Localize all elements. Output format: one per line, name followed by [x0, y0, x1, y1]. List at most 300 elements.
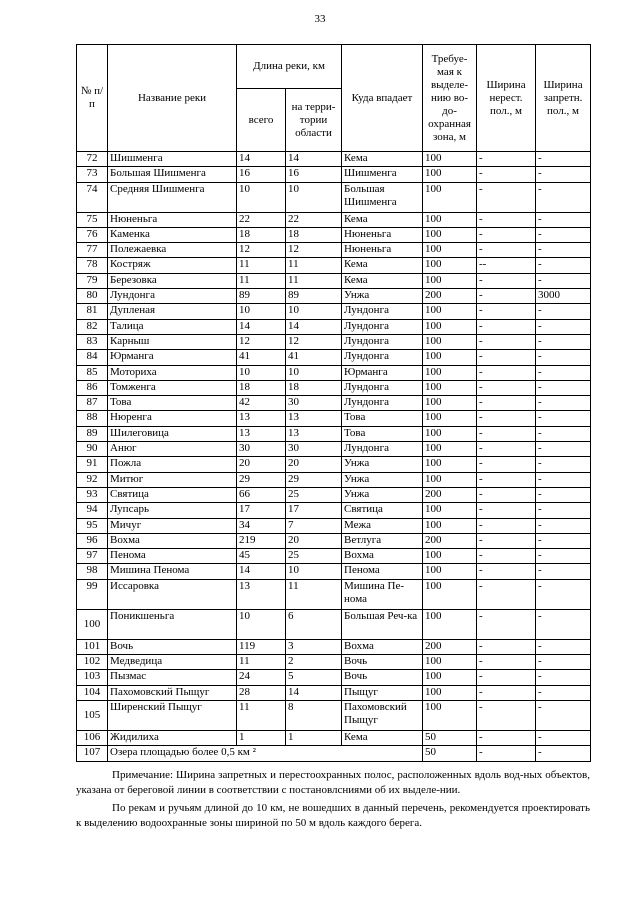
protect-width: -	[536, 243, 591, 258]
length-region: 25	[286, 549, 342, 564]
table-row	[77, 396, 591, 411]
header-length-total: всего	[237, 89, 286, 152]
river-name: Пахомовский Пыщуг	[108, 685, 237, 700]
protection-zone: 100	[423, 350, 477, 365]
row-number: 101	[77, 639, 108, 654]
inflow-river: Лундонга	[342, 304, 423, 319]
length-region: 11	[286, 258, 342, 273]
length-region: 41	[286, 350, 342, 365]
buffer-width: -	[477, 167, 536, 182]
protection-zone: 100	[423, 243, 477, 258]
length-region: 5	[286, 670, 342, 685]
protect-width: -	[536, 426, 591, 441]
protection-zone: 100	[423, 426, 477, 441]
length-region: 1	[286, 730, 342, 745]
protection-zone: 100	[423, 564, 477, 579]
table-row	[77, 518, 591, 533]
protection-zone: 100	[423, 273, 477, 288]
buffer-width: -	[477, 396, 536, 411]
header-num: № п/п	[77, 45, 108, 152]
protect-width: -	[536, 167, 591, 182]
length-total: 11	[237, 258, 286, 273]
row-number: 98	[77, 564, 108, 579]
length-region: 22	[286, 212, 342, 227]
river-name: Карныш	[108, 334, 237, 349]
table-row	[77, 243, 591, 258]
row-number: 86	[77, 380, 108, 395]
row-number: 80	[77, 289, 108, 304]
protect-width: -	[536, 609, 591, 639]
row-number: 104	[77, 685, 108, 700]
buffer-width: -	[477, 518, 536, 533]
river-name: Това	[108, 396, 237, 411]
protect-width: -	[536, 442, 591, 457]
length-total: 29	[237, 472, 286, 487]
buffer-width: -	[477, 639, 536, 654]
river-name: Каменка	[108, 227, 237, 242]
buffer-width: -	[477, 212, 536, 227]
length-total: 14	[237, 564, 286, 579]
buffer-width: -	[477, 227, 536, 242]
buffer-width: -	[477, 670, 536, 685]
length-total: 18	[237, 227, 286, 242]
table-row	[77, 334, 591, 349]
length-region: 18	[286, 227, 342, 242]
row-number: 85	[77, 365, 108, 380]
table-row	[77, 730, 591, 745]
inflow-river: Ветлуга	[342, 533, 423, 548]
protection-zone: 100	[423, 503, 477, 518]
length-total: 13	[237, 411, 286, 426]
length-region: 29	[286, 472, 342, 487]
note-width: Примечание: Ширина запретных и перестоохранных полос, расположенных вдоль вод-ных объектов, указана от береговой линии в соответствии с постановлсниями об их выделе-нии.	[76, 769, 590, 796]
length-total: 13	[237, 426, 286, 441]
protection-zone: 100	[423, 549, 477, 564]
protect-width: -	[536, 700, 591, 730]
protect-width: -	[536, 457, 591, 472]
length-region: 10	[286, 304, 342, 319]
buffer-width: -	[477, 380, 536, 395]
table-row	[77, 167, 591, 182]
row-number: 76	[77, 227, 108, 242]
row-number: 74	[77, 182, 108, 212]
row-number: 90	[77, 442, 108, 457]
river-name: Митюг	[108, 472, 237, 487]
length-total: 18	[237, 380, 286, 395]
river-name: Нюренга	[108, 411, 237, 426]
protect-width: -	[536, 212, 591, 227]
inflow-river: Лундонга	[342, 396, 423, 411]
buffer-width: -	[477, 472, 536, 487]
buffer-width: -	[477, 457, 536, 472]
protect-width: -	[536, 639, 591, 654]
header-zone: Требуе-мая к выделе-нию во-до-охранная зона, м	[423, 45, 477, 152]
protect-width: -	[536, 396, 591, 411]
row-number: 75	[77, 212, 108, 227]
protection-zone: 100	[423, 258, 477, 273]
buffer-width: -	[477, 334, 536, 349]
inflow-river: Юрманга	[342, 365, 423, 380]
protection-zone: 50	[423, 746, 477, 761]
buffer-width: -	[477, 564, 536, 579]
inflow-river: Лундонга	[342, 380, 423, 395]
inflow-river: Кема	[342, 212, 423, 227]
protect-width: -	[536, 273, 591, 288]
inflow-river: Кема	[342, 273, 423, 288]
protection-zone: 100	[423, 609, 477, 639]
header-width-protect: Ширина запретн. пол., м	[536, 45, 591, 152]
length-total: 10	[237, 182, 286, 212]
protection-zone: 200	[423, 487, 477, 502]
length-total: 14	[237, 152, 286, 167]
inflow-river: Пахомовский Пыщуг	[342, 700, 423, 730]
protect-width: -	[536, 182, 591, 212]
length-total: 10	[237, 609, 286, 639]
protect-width: -	[536, 334, 591, 349]
inflow-river: Вохма	[342, 549, 423, 564]
inflow-river: Мишина Пе-нома	[342, 579, 423, 609]
table-row	[77, 442, 591, 457]
protection-zone: 200	[423, 639, 477, 654]
buffer-width: --	[477, 258, 536, 273]
rivers-table	[76, 44, 591, 762]
length-region: 2	[286, 655, 342, 670]
row-number: 72	[77, 152, 108, 167]
buffer-width: -	[477, 319, 536, 334]
protect-width: -	[536, 380, 591, 395]
row-number: 79	[77, 273, 108, 288]
length-region: 8	[286, 700, 342, 730]
river-name: Иссаровка	[108, 579, 237, 609]
inflow-river: Нюненьга	[342, 227, 423, 242]
table-row	[77, 350, 591, 365]
river-name: Средняя Шишменга	[108, 182, 237, 212]
length-total: 12	[237, 243, 286, 258]
table-row	[77, 700, 591, 730]
protection-zone: 100	[423, 579, 477, 609]
protection-zone: 50	[423, 730, 477, 745]
length-total: 10	[237, 365, 286, 380]
buffer-width: -	[477, 746, 536, 761]
protect-width: -	[536, 503, 591, 518]
row-number: 99	[77, 579, 108, 609]
river-name: Пожла	[108, 457, 237, 472]
buffer-width: -	[477, 243, 536, 258]
table-row	[77, 411, 591, 426]
protection-zone: 100	[423, 212, 477, 227]
length-total: 11	[237, 273, 286, 288]
length-total: 45	[237, 549, 286, 564]
buffer-width: -	[477, 730, 536, 745]
buffer-width: -	[477, 685, 536, 700]
length-total: 11	[237, 655, 286, 670]
river-name: Поникшеньга	[108, 609, 237, 639]
row-number: 95	[77, 518, 108, 533]
river-name: Талица	[108, 319, 237, 334]
protect-width: -	[536, 579, 591, 609]
protection-zone: 100	[423, 685, 477, 700]
protection-zone: 100	[423, 319, 477, 334]
buffer-width: -	[477, 152, 536, 167]
protect-width: -	[536, 533, 591, 548]
length-total: 10	[237, 304, 286, 319]
river-name: Вочь	[108, 639, 237, 654]
buffer-width: -	[477, 549, 536, 564]
inflow-river: Вочь	[342, 655, 423, 670]
length-total: 28	[237, 685, 286, 700]
protect-width: -	[536, 472, 591, 487]
protection-zone: 100	[423, 380, 477, 395]
page-number: 33	[314, 13, 326, 25]
protect-width: -	[536, 365, 591, 380]
row-number: 89	[77, 426, 108, 441]
table-row	[77, 365, 591, 380]
header-length-group: Длина реки, км	[237, 45, 342, 89]
length-region: 11	[286, 273, 342, 288]
river-name: Святица	[108, 487, 237, 502]
inflow-river: Пыщуг	[342, 685, 423, 700]
inflow-river: Лундонга	[342, 319, 423, 334]
row-number: 93	[77, 487, 108, 502]
protect-width: -	[536, 746, 591, 761]
length-region: 12	[286, 243, 342, 258]
length-region: 10	[286, 365, 342, 380]
row-number: 91	[77, 457, 108, 472]
buffer-width: -	[477, 655, 536, 670]
length-total: 24	[237, 670, 286, 685]
protect-width: -	[536, 518, 591, 533]
inflow-river: Лундонга	[342, 350, 423, 365]
length-region: 3	[286, 639, 342, 654]
buffer-width: -	[477, 579, 536, 609]
protect-width: -	[536, 227, 591, 242]
table-row	[77, 258, 591, 273]
row-number: 81	[77, 304, 108, 319]
row-number: 77	[77, 243, 108, 258]
protect-width: -	[536, 670, 591, 685]
river-name: Анюг	[108, 442, 237, 457]
river-name: Лундонга	[108, 289, 237, 304]
protect-width: 3000	[536, 289, 591, 304]
length-total: 30	[237, 442, 286, 457]
protection-zone: 100	[423, 182, 477, 212]
length-region: 13	[286, 426, 342, 441]
inflow-river: Лундонга	[342, 442, 423, 457]
protect-width: -	[536, 685, 591, 700]
inflow-river: Унжа	[342, 289, 423, 304]
protection-zone: 100	[423, 167, 477, 182]
inflow-river: Унжа	[342, 472, 423, 487]
row-number: 105	[77, 700, 108, 730]
table-row	[77, 273, 591, 288]
length-total: 17	[237, 503, 286, 518]
notes	[76, 768, 590, 830]
lakes-label: Озера площадью более 0,5 км ²	[108, 746, 423, 761]
inflow-river: Святица	[342, 503, 423, 518]
buffer-width: -	[477, 609, 536, 639]
protect-width: -	[536, 564, 591, 579]
table-row	[77, 304, 591, 319]
protect-width: -	[536, 304, 591, 319]
table-row	[77, 579, 591, 609]
river-name: Мишина Пенома	[108, 564, 237, 579]
table-row	[77, 212, 591, 227]
row-number: 92	[77, 472, 108, 487]
river-name: Большая Шишменга	[108, 167, 237, 182]
protection-zone: 200	[423, 289, 477, 304]
river-name: Вохма	[108, 533, 237, 548]
length-region: 18	[286, 380, 342, 395]
table-row	[77, 380, 591, 395]
protection-zone: 100	[423, 700, 477, 730]
length-region: 16	[286, 167, 342, 182]
length-total: 14	[237, 319, 286, 334]
length-total: 89	[237, 289, 286, 304]
row-number: 97	[77, 549, 108, 564]
row-number: 83	[77, 334, 108, 349]
river-name: Шилеговица	[108, 426, 237, 441]
row-number: 88	[77, 411, 108, 426]
inflow-river: Большая Реч-ка	[342, 609, 423, 639]
length-total: 42	[237, 396, 286, 411]
buffer-width: -	[477, 182, 536, 212]
length-total: 12	[237, 334, 286, 349]
inflow-river: Шишменга	[342, 167, 423, 182]
river-name: Дупленая	[108, 304, 237, 319]
table-row	[77, 472, 591, 487]
length-region: 25	[286, 487, 342, 502]
inflow-river: Вочь	[342, 670, 423, 685]
table-row	[77, 289, 591, 304]
length-region: 30	[286, 442, 342, 457]
length-total: 11	[237, 700, 286, 730]
length-total: 66	[237, 487, 286, 502]
river-name: Березовка	[108, 273, 237, 288]
length-region: 7	[286, 518, 342, 533]
note-small-rivers: По рекам и ручьям длиной до 10 км, не вошедших в данный перечень, рекомендуется проектировать к выделению водоохранные зоны шириной по 50 м вдоль каждого берега.	[76, 802, 590, 829]
length-total: 1	[237, 730, 286, 745]
buffer-width: -	[477, 533, 536, 548]
buffer-width: -	[477, 503, 536, 518]
inflow-river: Пенома	[342, 564, 423, 579]
protection-zone: 100	[423, 518, 477, 533]
river-name: Медведица	[108, 655, 237, 670]
river-name: Пенома	[108, 549, 237, 564]
row-number: 73	[77, 167, 108, 182]
header-inflow: Куда впадает	[342, 45, 423, 152]
row-number: 103	[77, 670, 108, 685]
length-region: 89	[286, 289, 342, 304]
length-region: 30	[286, 396, 342, 411]
inflow-river: Нюненьга	[342, 243, 423, 258]
length-total: 41	[237, 350, 286, 365]
length-region: 14	[286, 685, 342, 700]
table-body	[77, 152, 591, 762]
length-region: 17	[286, 503, 342, 518]
table-row	[77, 533, 591, 548]
protection-zone: 100	[423, 655, 477, 670]
length-total: 219	[237, 533, 286, 548]
row-number: 94	[77, 503, 108, 518]
length-total: 119	[237, 639, 286, 654]
table-row	[77, 685, 591, 700]
table-row	[77, 487, 591, 502]
inflow-river: Унжа	[342, 457, 423, 472]
protection-zone: 100	[423, 411, 477, 426]
protection-zone: 100	[423, 670, 477, 685]
inflow-river: Вохма	[342, 639, 423, 654]
river-name: Мичуг	[108, 518, 237, 533]
inflow-river: Кема	[342, 730, 423, 745]
length-total: 34	[237, 518, 286, 533]
table-row	[77, 670, 591, 685]
length-region: 6	[286, 609, 342, 639]
protect-width: -	[536, 152, 591, 167]
table-row	[77, 503, 591, 518]
protect-width: -	[536, 549, 591, 564]
table-row	[77, 152, 591, 167]
river-name: Лупсарь	[108, 503, 237, 518]
inflow-river: Унжа	[342, 487, 423, 502]
row-number: 96	[77, 533, 108, 548]
length-total: 22	[237, 212, 286, 227]
length-region: 11	[286, 579, 342, 609]
row-number: 106	[77, 730, 108, 745]
inflow-river: Межа	[342, 518, 423, 533]
protection-zone: 100	[423, 334, 477, 349]
protection-zone: 100	[423, 152, 477, 167]
protection-zone: 100	[423, 442, 477, 457]
protect-width: -	[536, 411, 591, 426]
header-name: Название реки	[108, 45, 237, 152]
buffer-width: -	[477, 487, 536, 502]
length-region: 10	[286, 564, 342, 579]
buffer-width: -	[477, 289, 536, 304]
river-name: Ширенский Пыщуг	[108, 700, 237, 730]
table-row-lakes	[77, 746, 591, 761]
river-name: Шишменга	[108, 152, 237, 167]
table-row	[77, 182, 591, 212]
protection-zone: 100	[423, 365, 477, 380]
table-row	[77, 609, 591, 639]
protection-zone: 100	[423, 472, 477, 487]
table-row	[77, 319, 591, 334]
length-total: 20	[237, 457, 286, 472]
row-number: 84	[77, 350, 108, 365]
row-number: 100	[77, 609, 108, 639]
protect-width: -	[536, 487, 591, 502]
buffer-width: -	[477, 700, 536, 730]
table-row	[77, 549, 591, 564]
table-row	[77, 655, 591, 670]
length-region: 14	[286, 319, 342, 334]
protection-zone: 200	[423, 533, 477, 548]
table-row	[77, 426, 591, 441]
row-number: 78	[77, 258, 108, 273]
row-number: 82	[77, 319, 108, 334]
buffer-width: -	[477, 411, 536, 426]
length-region: 14	[286, 152, 342, 167]
inflow-river: Лундонга	[342, 334, 423, 349]
buffer-width: -	[477, 350, 536, 365]
table-row	[77, 457, 591, 472]
river-name: Нюненьга	[108, 212, 237, 227]
length-region: 12	[286, 334, 342, 349]
row-number: 87	[77, 396, 108, 411]
inflow-river: Кема	[342, 152, 423, 167]
river-name: Полежаевка	[108, 243, 237, 258]
length-region: 13	[286, 411, 342, 426]
